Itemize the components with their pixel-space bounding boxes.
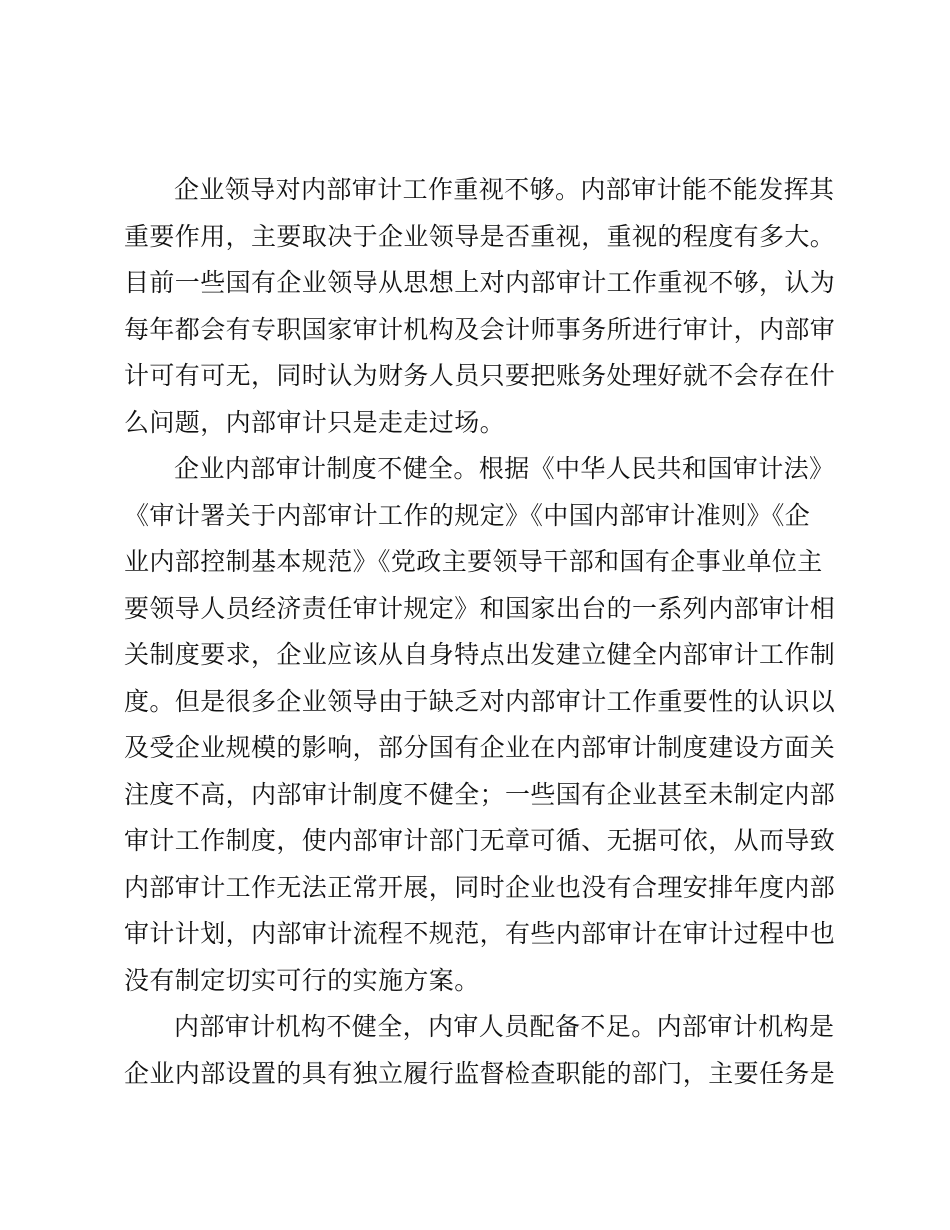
paragraph-leadership-attention [124,167,836,446]
paragraph-line: 企业领导对内部审计工作重视不够。内部审计能不能发挥其 [174,175,835,204]
paragraph-line: 要领导人员经济责任审计规定》和国家出台的一系列内部审计相 [124,593,836,623]
paragraph-line: 注度不高，内部审计制度不健全；一些国有企业甚至未制定内部 [124,779,836,809]
paragraph-line: 么问题，内部审计只是走走过场。 [124,407,506,437]
paragraph-line: 审计计划，内部审计流程不规范，有些内部审计在审计过程中也 [124,919,836,948]
paragraph-line: 目前一些国有企业领导从思想上对内部审计工作重视不够，认为 [124,268,836,297]
paragraph-line: 内部审计工作无法正常开展，同时企业也没有合理安排年度内部 [124,872,836,902]
paragraph-line: 审计工作制度，使内部审计部门无章可循、无据可依，从而导致 [124,826,836,855]
paragraph-audit-system [124,446,836,1004]
paragraph-line: 重要作用，主要取决于企业领导是否重视，重视的程度有多大。 [124,221,836,251]
paragraph-audit-organization [124,1004,836,1097]
paragraph-line: 业内部控制基本规范》《党政主要领导干部和国有企事业单位主 [124,547,823,576]
paragraph-line: 度。但是很多企业领导由于缺乏对内部审计工作重要性的认识以 [124,686,836,716]
paragraph-line: 关制度要求，企业应该从自身特点出发建立健全内部审计工作制 [124,640,836,669]
paragraph-line: 企业内部设置的具有独立履行监督检查职能的部门，主要任务是 [124,1058,836,1088]
paragraph-line: 计可有可无，同时认为财务人员只要把账务处理好就不会存在什 [124,361,836,390]
paragraph-line: 没有制定切实可行的实施方案。 [124,965,480,995]
paragraph-line: 内部审计机构不健全，内审人员配备不足。内部审计机构是 [174,1012,835,1041]
paragraph-line: 每年都会有专职国家审计机构及会计师事务所进行审计，内部审 [124,314,836,344]
paragraph-line: 企业内部审计制度不健全。根据《中华人民共和国审计法》 [174,454,835,483]
document-body [124,167,836,1097]
paragraph-line: 及受企业规模的影响，部分国有企业在内部审计制度建设方面关 [124,733,836,762]
paragraph-line: 《审计署关于内部审计工作的规定》《中国内部审计准则》《企 [124,500,811,530]
